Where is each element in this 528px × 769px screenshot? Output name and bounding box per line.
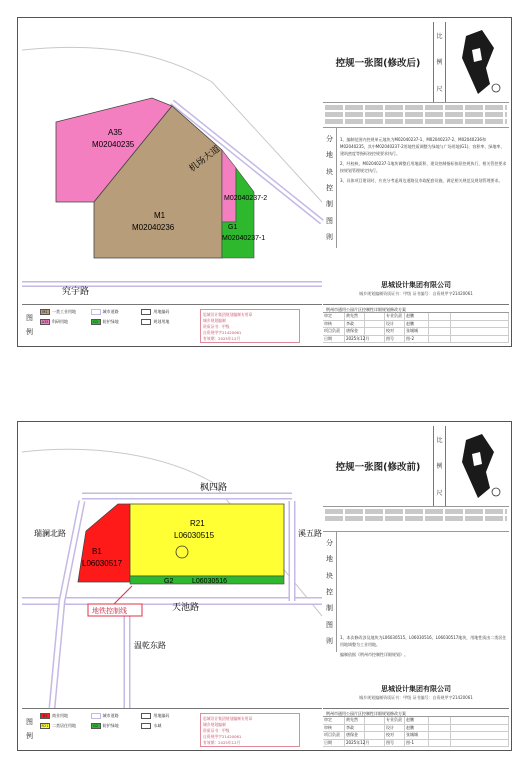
legend-text: 二类居住用地 <box>52 723 76 728</box>
tb-cell: 黄先然 <box>345 313 365 321</box>
section-char: 图 <box>326 620 333 629</box>
road-label-wenqian: 温乾东路 <box>134 641 166 650</box>
tb-cell: 设计 <box>385 321 405 329</box>
legend-item <box>40 713 89 719</box>
tb-cell: 黄先然 <box>345 717 365 725</box>
sheet-title: 控规一张图(修改前) <box>335 462 421 473</box>
legend-swatch: M1 <box>40 309 50 315</box>
metro-callout: 地铁控制线 <box>92 608 127 615</box>
scale-label <box>433 426 446 506</box>
tb-cell: 图-1 <box>405 740 429 748</box>
legend-item <box>40 309 89 315</box>
parcel-id-a35: A35 <box>108 128 123 137</box>
scale-char: 例 <box>436 59 443 67</box>
legend-item <box>141 713 190 719</box>
tb-cell <box>451 321 509 329</box>
legend-item <box>40 723 89 729</box>
parcel-code-b1: L06030517 <box>82 559 123 568</box>
road-label-xiwu: 溪五路 <box>298 529 322 538</box>
section-char: 控 <box>326 587 333 596</box>
tb-cell <box>451 740 509 748</box>
legend-label <box>26 311 36 339</box>
tb-cell <box>365 328 385 336</box>
tb-cell: 赵鹏 <box>405 321 429 329</box>
tb-cell <box>365 321 385 329</box>
tb-cell: 专业负责 <box>385 313 405 321</box>
title-block <box>323 708 509 748</box>
tb-cell <box>429 717 451 725</box>
legend-swatch <box>141 319 151 325</box>
section-char: 分 <box>326 135 333 143</box>
land-use-map-after <box>22 22 322 304</box>
tb-cell: 审定 <box>323 717 345 725</box>
parcel-code-a35: M02040235 <box>92 140 135 149</box>
parcel-code-m02040237-1: M02040237-1 <box>222 235 266 242</box>
tb-cell <box>451 725 509 733</box>
section-char: 图 <box>326 216 333 225</box>
legend-item <box>91 713 140 719</box>
legend-swatch: A35 <box>41 320 49 324</box>
tb-cell: 2025年12月 <box>345 336 365 344</box>
tb-cell: 图号 <box>385 336 405 344</box>
tb-cell: 2025年12月 <box>345 740 365 748</box>
tb-cell <box>365 336 385 344</box>
project-name: 荆州市通用公园片区控制性详细规划修改方案 <box>323 305 509 313</box>
tb-cell: 审定 <box>323 313 345 321</box>
company-block <box>323 684 509 701</box>
section-char: 制 <box>326 200 333 209</box>
project-name: 荆州市通用公园片区控制性详细规划修改方案 <box>323 709 509 717</box>
tb-cell: 赵鹏 <box>405 717 429 725</box>
indicator-table <box>323 102 509 128</box>
scale-char: 尺 <box>436 86 443 94</box>
section-char: 控 <box>326 183 333 192</box>
tb-cell: 赵鹏 <box>405 725 429 733</box>
plan-sheet-before <box>17 421 512 751</box>
legend-item <box>91 319 140 325</box>
north-arrow-icon <box>492 488 500 496</box>
tb-cell: 校对 <box>385 732 405 740</box>
legend-swatch <box>141 309 151 315</box>
tb-cell <box>365 732 385 740</box>
legend-swatch: G1 <box>91 319 101 325</box>
license-text: 城乡规划编制资质证书：甲级 证书编号：自资规甲字21420061 <box>359 695 473 700</box>
notes <box>340 136 508 187</box>
legend-text: 防护绿地 <box>102 723 119 728</box>
parcel-code-r21: L06030515 <box>174 531 215 540</box>
legend-swatch: R21 <box>41 724 49 728</box>
note-text: 1、本次修改涉及地块为L06030515、L06030516、L06030517地块，用地性质由二类居住用地调整为工业用地。 <box>340 635 507 647</box>
legend-text: 规划用地 <box>153 319 170 324</box>
legend <box>22 708 322 748</box>
legend-text: 防护绿地 <box>102 319 119 324</box>
tb-cell <box>365 740 385 748</box>
tb-cell: 图号 <box>385 740 405 748</box>
legend-swatch <box>141 723 151 729</box>
tb-cell <box>451 732 509 740</box>
tb-cell <box>429 725 451 733</box>
stamp-line: 资质证书：甲级 <box>203 728 230 733</box>
section-char: 则 <box>326 232 333 241</box>
tb-cell: 日期 <box>323 740 345 748</box>
section-label <box>323 532 337 652</box>
notes <box>340 634 508 661</box>
tb-cell <box>451 336 509 344</box>
stamp-line: 思城设计集团规划编制专用章 <box>203 716 253 721</box>
road-label-jiuyu: 究宇路 <box>62 286 90 296</box>
tb-cell <box>365 725 385 733</box>
stamp-line: 资质证书：甲级 <box>203 324 230 329</box>
note-text: 编制依据《荆州市控制性详细规划》。 <box>340 652 408 657</box>
scale-char: 比 <box>436 32 443 40</box>
indicator-table <box>323 506 509 532</box>
legend-label-char: 图 <box>26 718 33 726</box>
section-label <box>323 128 337 248</box>
title-block <box>323 304 509 344</box>
approval-stamp <box>200 309 300 343</box>
tb-cell <box>365 313 385 321</box>
parcel-id-g1: G1 <box>228 224 238 231</box>
road-label-tianchi: 天池路 <box>172 602 200 612</box>
legend-item <box>141 309 190 315</box>
tb-cell: 设计 <box>385 725 405 733</box>
parcel-id-m1: M1 <box>154 211 166 220</box>
stamp-line: 自资规甲字21420061 <box>203 330 242 335</box>
stamp-line: 思城设计集团规划编制专用章 <box>203 312 253 317</box>
legend-swatch: G2 <box>91 723 101 729</box>
parcel-id-r21: R21 <box>190 519 205 528</box>
legend-item <box>141 319 190 325</box>
stamp-line: 自资规甲字21420061 <box>203 734 242 739</box>
stamp-line: 有效期：2025年12月 <box>203 740 241 745</box>
tb-cell: 唐保金 <box>345 328 365 336</box>
legend-text: 科研用地 <box>52 319 68 324</box>
section-char: 地 <box>326 151 333 160</box>
tb-cell: 张城城 <box>405 328 429 336</box>
legend-label <box>26 715 36 743</box>
legend-text: 用地编码 <box>153 713 170 718</box>
road-label-fengsi: 枫四路 <box>200 482 228 492</box>
tb-cell: 赵鹏 <box>405 313 429 321</box>
scale-char: 比 <box>436 436 443 444</box>
section-char: 块 <box>326 167 333 176</box>
approval-stamp <box>200 713 300 747</box>
section-char: 块 <box>326 571 333 580</box>
section-char: 则 <box>326 636 333 645</box>
parcel-code-m1: M02040236 <box>132 223 175 232</box>
legend-label-char: 图 <box>26 314 33 322</box>
tb-cell: 日期 <box>323 336 345 344</box>
legend-swatch <box>141 713 151 719</box>
location-thumbnail <box>448 428 508 504</box>
scale-char: 例 <box>436 463 443 471</box>
tb-cell <box>429 313 451 321</box>
parcel-id-b1: B1 <box>92 547 102 556</box>
parcel-code-m02040237-2: M02040237-2 <box>224 195 268 202</box>
tb-cell: 张城城 <box>405 732 429 740</box>
legend-label-char: 例 <box>26 732 33 740</box>
legend-text: 一类工业用地 <box>52 309 76 314</box>
parcel-code-g2: L06030516 <box>192 578 228 585</box>
road-label-ruilan: 瑞澜北路 <box>34 529 66 538</box>
north-arrow-icon <box>492 84 500 92</box>
tb-cell: 审核 <box>323 321 345 329</box>
road-label-jichang: 机场大道 <box>187 143 222 174</box>
legend-item <box>40 319 89 325</box>
tb-cell <box>429 321 451 329</box>
legend-label-char: 例 <box>26 328 33 336</box>
stamp-line: 城乡规划编制 <box>203 722 226 727</box>
tb-cell: 李政 <box>345 725 365 733</box>
note-text: 1、编制范围内控规单元地块为M02040237-1、M02040237-2、M02040236和M02040235，其中M02040237-2用地性质调整为绿地与广场用地(G1)，容积率、绿地率、建筑密度等指标按控规要求执行。 <box>340 137 505 156</box>
tb-cell: 李政 <box>345 321 365 329</box>
section-char: 制 <box>326 604 333 613</box>
legend-swatch: B1 <box>40 713 50 719</box>
company-name: 思城设计集团有限公司 <box>381 281 451 289</box>
legend-swatch <box>91 713 101 719</box>
parcel-id-g2: G2 <box>164 578 174 585</box>
note-text: 2、经校核，M02040237-1地块调整后用地面积、建设控制指标按原控规执行，相关管控要求按规划管理规定执行。 <box>340 161 507 173</box>
tb-cell <box>365 717 385 725</box>
note-text: 3、具体项目建设时，应充分考虑周边道路及市政配套设施，满足相关规范及规划管理要求。 <box>340 178 503 183</box>
scale-char: 尺 <box>436 490 443 498</box>
legend-text: 用地编码 <box>153 309 170 314</box>
license-text: 城乡规划编制资质证书：甲级 证书编号：自资规甲字21420061 <box>359 291 473 296</box>
tb-cell: 项目负责 <box>323 328 345 336</box>
section-char: 分 <box>326 539 333 547</box>
legend-text: 城市道路 <box>102 713 119 718</box>
company-name: 思城设计集团有限公司 <box>381 685 451 693</box>
plan-sheet-after <box>17 17 512 347</box>
tb-cell: 校对 <box>385 328 405 336</box>
tb-cell <box>429 740 451 748</box>
legend-item <box>141 723 190 729</box>
section-char: 地 <box>326 555 333 564</box>
legend-swatch <box>91 309 101 315</box>
location-thumbnail <box>448 24 508 100</box>
legend-text: 水域 <box>153 723 162 728</box>
legend-text: 商业用地 <box>52 713 68 718</box>
tb-cell <box>429 336 451 344</box>
legend-item <box>91 723 140 729</box>
legend <box>22 304 322 344</box>
tb-cell <box>429 328 451 336</box>
legend-text: 城市道路 <box>102 309 119 314</box>
stamp-line: 城乡规划编制 <box>203 318 226 323</box>
tb-cell <box>451 328 509 336</box>
tb-cell: 专业负责 <box>385 717 405 725</box>
land-use-map-before <box>22 426 322 708</box>
tb-cell: 项目负责 <box>323 732 345 740</box>
tb-cell: 唐保金 <box>345 732 365 740</box>
tb-cell <box>451 717 509 725</box>
scale-label <box>433 22 446 102</box>
company-block <box>323 280 509 297</box>
sheet-title: 控规一张图(修改后) <box>335 58 421 69</box>
stamp-line: 有效期：2025年12月 <box>203 336 241 341</box>
tb-cell <box>429 732 451 740</box>
legend-item <box>91 309 140 315</box>
tb-cell <box>451 313 509 321</box>
tb-cell: 审核 <box>323 725 345 733</box>
tb-cell: 图-2 <box>405 336 429 344</box>
